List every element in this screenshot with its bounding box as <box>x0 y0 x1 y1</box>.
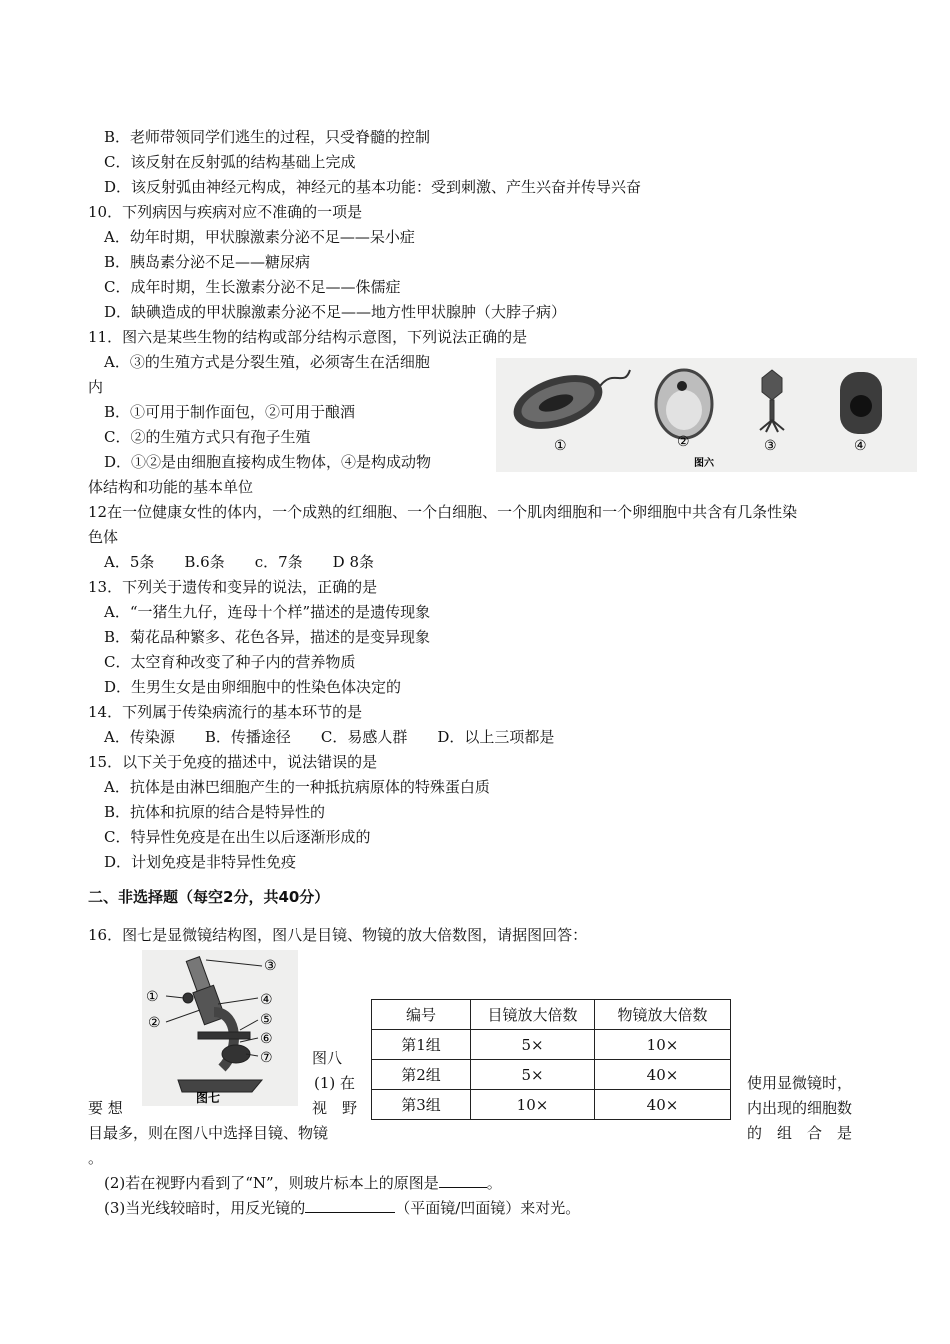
q12-options: A．5条 B.6条 c．7条 D 8条 <box>104 553 374 571</box>
table-cell: 第2组 <box>372 1060 471 1090</box>
figure-7-label-1: ① <box>146 989 159 1005</box>
q16-part-3-text: (3)当光线较暗时，用反光镜的 <box>104 1199 306 1217</box>
q11-stem: 11．图六是某些生物的结构或部分结构示意图，下列说法正确的是 <box>88 328 528 346</box>
q10-stem: 10．下列病因与疾病对应不准确的一项是 <box>88 203 363 221</box>
table-cell: 第3组 <box>372 1090 471 1120</box>
q12-stem: 12在一位健康女性的体内，一个成熟的红细胞、一个白细胞、一个肌肉细胞和一个卵细胞中共含有几条性染 <box>88 503 798 521</box>
q14-options: A．传染源 B．传播途径 C．易感人群 D．以上三项都是 <box>104 728 555 746</box>
figure-7 <box>142 950 298 1106</box>
q10-option-c: C．成年时期，生长激素分泌不足——侏儒症 <box>104 278 401 296</box>
table-cell: 第1组 <box>372 1030 471 1060</box>
q9-option-c: C．该反射在反射弧的结构基础上完成 <box>104 153 356 171</box>
q16-fragment-shiye: 视 野 <box>312 1099 358 1117</box>
table-header-cell: 编号 <box>372 1000 471 1030</box>
figure-7-label-4: ④ <box>260 992 273 1008</box>
figure-6-label-3: ③ <box>764 438 777 454</box>
q16-fragment-period: 。 <box>88 1149 104 1167</box>
figure-6-drawing <box>496 358 917 472</box>
figure-6 <box>496 358 917 472</box>
q10-option-b: B．胰岛素分泌不足——糖尿病 <box>104 253 311 271</box>
q16-part-3 <box>104 1198 580 1218</box>
figure-7-drawing <box>142 950 298 1106</box>
figure-6-label-2: ② <box>677 434 690 450</box>
figure-8-table <box>371 999 731 1120</box>
table-cell: 5× <box>471 1030 595 1060</box>
figure-6-label-1: ① <box>554 438 567 454</box>
q13-option-a: A．“一猪生九仔，连母十个样”描述的是遗传现象 <box>104 603 431 621</box>
q16-fragment-right3: 的 组 合 是 <box>747 1124 853 1142</box>
table-cell: 10× <box>471 1090 595 1120</box>
q16-fragment-tu8: 图八 <box>312 1049 343 1067</box>
figure-7-label-6: ⑥ <box>260 1031 273 1047</box>
table-cell: 5× <box>471 1060 595 1090</box>
table-header-row <box>372 1000 731 1030</box>
q10-option-d: D．缺碘造成的甲状腺激素分泌不足——地方性甲状腺肿（大脖子病） <box>104 303 567 321</box>
q13-option-d: D．生男生女是由卵细胞中的性染色体决定的 <box>104 678 402 696</box>
answer-blank[interactable] <box>305 1198 395 1213</box>
figure-6-caption: 图六 <box>694 458 714 469</box>
bacteriophage-icon <box>760 370 784 432</box>
animal-cell-icon <box>840 372 882 434</box>
q10-option-a: A．幼年时期，甲状腺激素分泌不足——呆小症 <box>104 228 415 246</box>
figure-7-label-3: ③ <box>264 958 277 974</box>
q11-option-d-cont: 体结构和功能的基本单位 <box>88 478 254 496</box>
section-2-heading: 二、非选择题（每空2分，共40分） <box>88 888 330 906</box>
table-row <box>372 1060 731 1090</box>
q11-option-b: B．①可用于制作面包，②可用于酿酒 <box>104 403 356 421</box>
figure-7-label-2: ② <box>148 1015 161 1031</box>
table-cell: 10× <box>595 1030 731 1060</box>
q13-option-c: C．太空育种改变了种子内的营养物质 <box>104 653 356 671</box>
figure-7-label-7: ⑦ <box>260 1050 273 1066</box>
table-header-cell: 物镜放大倍数 <box>595 1000 731 1030</box>
table-row <box>372 1090 731 1120</box>
q16-fragment-right2: 内出现的细胞数 <box>747 1099 853 1117</box>
q16-part-2-end: 。 <box>486 1174 502 1192</box>
table-cell: 40× <box>595 1060 731 1090</box>
q13-option-b: B．菊花品种繁多、花色各异，描述的是变异现象 <box>104 628 431 646</box>
figure-7-label-5: ⑤ <box>260 1012 273 1028</box>
q16-fragment-yaoxiang: 要 想 <box>88 1099 123 1117</box>
figure-7-caption: 图七 <box>196 1091 221 1105</box>
q11-option-a-cont: 内 <box>88 378 104 396</box>
q16-part-2 <box>104 1173 502 1193</box>
q9-option-b: B．老师带领同学们逃生的过程，只受脊髓的控制 <box>104 128 431 146</box>
q12-stem-cont: 色体 <box>88 528 119 546</box>
q16-fragment-left2: 目最多，则在图八中选择目镜、物镜 <box>88 1124 329 1142</box>
table-row <box>372 1030 731 1060</box>
q15-option-d: D．计划免疫是非特异性免疫 <box>104 853 297 871</box>
q16-part-2-text: (2)若在视野内看到了“N”，则玻片标本上的原图是 <box>104 1174 439 1192</box>
q16-stem: 16．图七是显微镜结构图，图八是目镜、物镜的放大倍数图，请据图回答： <box>88 926 588 944</box>
figure-6-label-4: ④ <box>854 438 867 454</box>
q16-fragment-right1: 使用显微镜时， <box>747 1074 853 1092</box>
q15-option-c: C．特异性免疫是在出生以后逐渐形成的 <box>104 828 371 846</box>
q15-option-a: A．抗体是由淋巴细胞产生的一种抵抗病原体的特殊蛋白质 <box>104 778 490 796</box>
table-header-cell: 目镜放大倍数 <box>471 1000 595 1030</box>
q15-stem: 15．以下关于免疫的描述中，说法错误的是 <box>88 753 378 771</box>
q11-option-d: D．①②是由细胞直接构成生物体，④是构成动物 <box>104 453 432 471</box>
q14-stem: 14．下列属于传染病流行的基本环节的是 <box>88 703 363 721</box>
bacterium-icon <box>507 365 630 439</box>
q15-option-b: B．抗体和抗原的结合是特异性的 <box>104 803 326 821</box>
q13-stem: 13．下列关于遗传和变异的说法，正确的是 <box>88 578 378 596</box>
answer-blank[interactable] <box>439 1173 487 1188</box>
yeast-cell-icon <box>656 370 712 438</box>
q16-part-3-end: （平面镜/凹面镜）来对光。 <box>395 1199 581 1217</box>
q16-fragment-1zai: (1) 在 <box>314 1074 356 1092</box>
q11-option-c: C．②的生殖方式只有孢子生殖 <box>104 428 311 446</box>
q11-option-a: A．③的生殖方式是分裂生殖，必须寄生在活细胞 <box>104 353 430 371</box>
q9-option-d: D．该反射弧由神经元构成，神经元的基本功能：受到刺激、产生兴奋并传导兴奋 <box>104 178 642 196</box>
table-cell: 40× <box>595 1090 731 1120</box>
